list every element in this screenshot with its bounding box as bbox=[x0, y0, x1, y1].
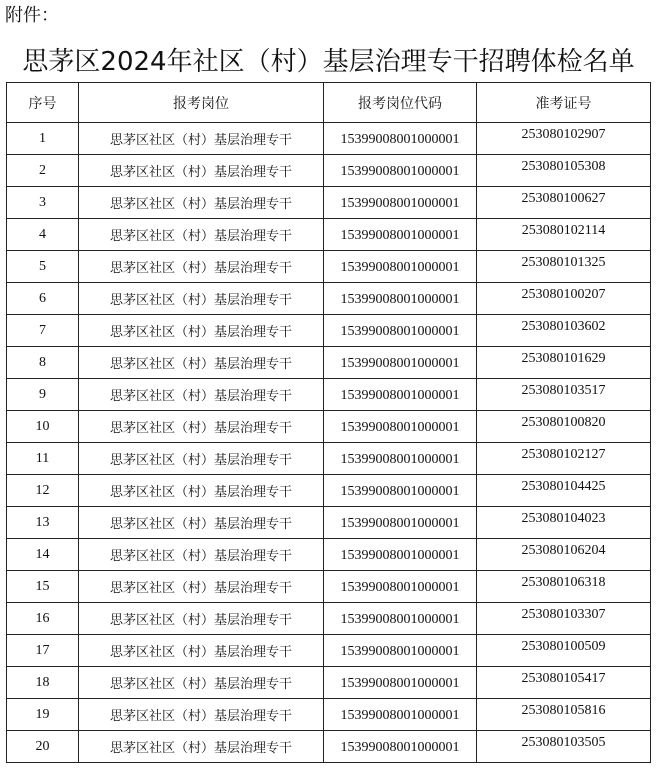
table-row bbox=[7, 731, 651, 763]
row-ticket-number: 253080105417 bbox=[477, 667, 651, 699]
row-post-code: 15399008001000001 bbox=[324, 123, 477, 155]
row-number: 1 bbox=[7, 123, 79, 155]
row-number: 19 bbox=[7, 699, 79, 731]
row-post-code: 15399008001000001 bbox=[324, 283, 477, 315]
row-post-code: 15399008001000001 bbox=[324, 539, 477, 571]
row-post-code: 15399008001000001 bbox=[324, 155, 477, 187]
row-post: 思茅区社区（村）基层治理专干 bbox=[79, 635, 324, 667]
row-number: 15 bbox=[7, 571, 79, 603]
row-post-code: 15399008001000001 bbox=[324, 571, 477, 603]
row-ticket-number: 253080101629 bbox=[477, 347, 651, 379]
table-row bbox=[7, 443, 651, 475]
column-header-post: 报考岗位 bbox=[79, 83, 324, 123]
row-post-code: 15399008001000001 bbox=[324, 667, 477, 699]
row-post-code: 15399008001000001 bbox=[324, 411, 477, 443]
row-ticket-number: 253080100207 bbox=[477, 283, 651, 315]
row-number: 14 bbox=[7, 539, 79, 571]
row-ticket-number: 253080102127 bbox=[477, 443, 651, 475]
table-row bbox=[7, 507, 651, 539]
row-post: 思茅区社区（村）基层治理专干 bbox=[79, 731, 324, 763]
row-post-code: 15399008001000001 bbox=[324, 347, 477, 379]
column-header-number: 序号 bbox=[7, 83, 79, 123]
row-post: 思茅区社区（村）基层治理专干 bbox=[79, 283, 324, 315]
table-row bbox=[7, 219, 651, 251]
row-post-code: 15399008001000001 bbox=[324, 475, 477, 507]
exam-list-table bbox=[6, 82, 651, 763]
row-ticket-number: 253080105308 bbox=[477, 155, 651, 187]
row-post: 思茅区社区（村）基层治理专干 bbox=[79, 603, 324, 635]
row-post: 思茅区社区（村）基层治理专干 bbox=[79, 475, 324, 507]
row-number: 3 bbox=[7, 187, 79, 219]
row-ticket-number: 253080101325 bbox=[477, 251, 651, 283]
row-post: 思茅区社区（村）基层治理专干 bbox=[79, 571, 324, 603]
table-row bbox=[7, 603, 651, 635]
table-body bbox=[7, 123, 651, 763]
table-header-row bbox=[7, 83, 651, 123]
row-number: 13 bbox=[7, 507, 79, 539]
table-row bbox=[7, 347, 651, 379]
row-number: 2 bbox=[7, 155, 79, 187]
table-row bbox=[7, 187, 651, 219]
row-ticket-number: 253080103517 bbox=[477, 379, 651, 411]
row-post: 思茅区社区（村）基层治理专干 bbox=[79, 379, 324, 411]
table-row bbox=[7, 667, 651, 699]
column-header-ticket-number: 准考证号 bbox=[477, 83, 651, 123]
row-number: 12 bbox=[7, 475, 79, 507]
row-number: 7 bbox=[7, 315, 79, 347]
row-ticket-number: 253080102114 bbox=[477, 219, 651, 251]
table-row bbox=[7, 635, 651, 667]
table-row bbox=[7, 379, 651, 411]
row-number: 8 bbox=[7, 347, 79, 379]
row-post: 思茅区社区（村）基层治理专干 bbox=[79, 443, 324, 475]
row-ticket-number: 253080103505 bbox=[477, 731, 651, 763]
row-number: 4 bbox=[7, 219, 79, 251]
row-post-code: 15399008001000001 bbox=[324, 379, 477, 411]
row-ticket-number: 253080105816 bbox=[477, 699, 651, 731]
table-row bbox=[7, 411, 651, 443]
row-post: 思茅区社区（村）基层治理专干 bbox=[79, 699, 324, 731]
row-ticket-number: 253080100509 bbox=[477, 635, 651, 667]
row-ticket-number: 253080106204 bbox=[477, 539, 651, 571]
row-ticket-number: 253080104023 bbox=[477, 507, 651, 539]
row-post-code: 15399008001000001 bbox=[324, 443, 477, 475]
row-number: 16 bbox=[7, 603, 79, 635]
row-number: 18 bbox=[7, 667, 79, 699]
row-ticket-number: 253080103307 bbox=[477, 603, 651, 635]
row-number: 5 bbox=[7, 251, 79, 283]
document-title: 思茅区2024年社区（村）基层治理专干招聘体检名单 bbox=[22, 47, 635, 77]
row-post-code: 15399008001000001 bbox=[324, 699, 477, 731]
row-ticket-number: 253080100820 bbox=[477, 411, 651, 443]
table-row bbox=[7, 155, 651, 187]
row-post: 思茅区社区（村）基层治理专干 bbox=[79, 411, 324, 443]
row-ticket-number: 253080104425 bbox=[477, 475, 651, 507]
row-post: 思茅区社区（村）基层治理专干 bbox=[79, 507, 324, 539]
row-post-code: 15399008001000001 bbox=[324, 219, 477, 251]
row-post-code: 15399008001000001 bbox=[324, 187, 477, 219]
row-post-code: 15399008001000001 bbox=[324, 507, 477, 539]
row-post-code: 15399008001000001 bbox=[324, 731, 477, 763]
table-row bbox=[7, 251, 651, 283]
row-post: 思茅区社区（村）基层治理专干 bbox=[79, 315, 324, 347]
table-row bbox=[7, 539, 651, 571]
row-post: 思茅区社区（村）基层治理专干 bbox=[79, 539, 324, 571]
row-number: 10 bbox=[7, 411, 79, 443]
row-post: 思茅区社区（村）基层治理专干 bbox=[79, 155, 324, 187]
table-row bbox=[7, 123, 651, 155]
row-number: 11 bbox=[7, 443, 79, 475]
row-post-code: 15399008001000001 bbox=[324, 635, 477, 667]
column-header-post-code: 报考岗位代码 bbox=[324, 83, 477, 123]
row-post-code: 15399008001000001 bbox=[324, 315, 477, 347]
row-post: 思茅区社区（村）基层治理专干 bbox=[79, 187, 324, 219]
attachment-label: 附件： bbox=[5, 5, 59, 26]
row-post: 思茅区社区（村）基层治理专干 bbox=[79, 123, 324, 155]
row-ticket-number: 253080106318 bbox=[477, 571, 651, 603]
table-row bbox=[7, 315, 651, 347]
row-number: 6 bbox=[7, 283, 79, 315]
row-post: 思茅区社区（村）基层治理专干 bbox=[79, 219, 324, 251]
table-row bbox=[7, 475, 651, 507]
row-post-code: 15399008001000001 bbox=[324, 603, 477, 635]
row-number: 9 bbox=[7, 379, 79, 411]
row-ticket-number: 253080103602 bbox=[477, 315, 651, 347]
table-row bbox=[7, 699, 651, 731]
row-post: 思茅区社区（村）基层治理专干 bbox=[79, 251, 324, 283]
row-number: 17 bbox=[7, 635, 79, 667]
row-ticket-number: 253080102907 bbox=[477, 123, 651, 155]
row-ticket-number: 253080100627 bbox=[477, 187, 651, 219]
row-post: 思茅区社区（村）基层治理专干 bbox=[79, 667, 324, 699]
row-post: 思茅区社区（村）基层治理专干 bbox=[79, 347, 324, 379]
row-number: 20 bbox=[7, 731, 79, 763]
table-row bbox=[7, 571, 651, 603]
row-post-code: 15399008001000001 bbox=[324, 251, 477, 283]
table-row bbox=[7, 283, 651, 315]
